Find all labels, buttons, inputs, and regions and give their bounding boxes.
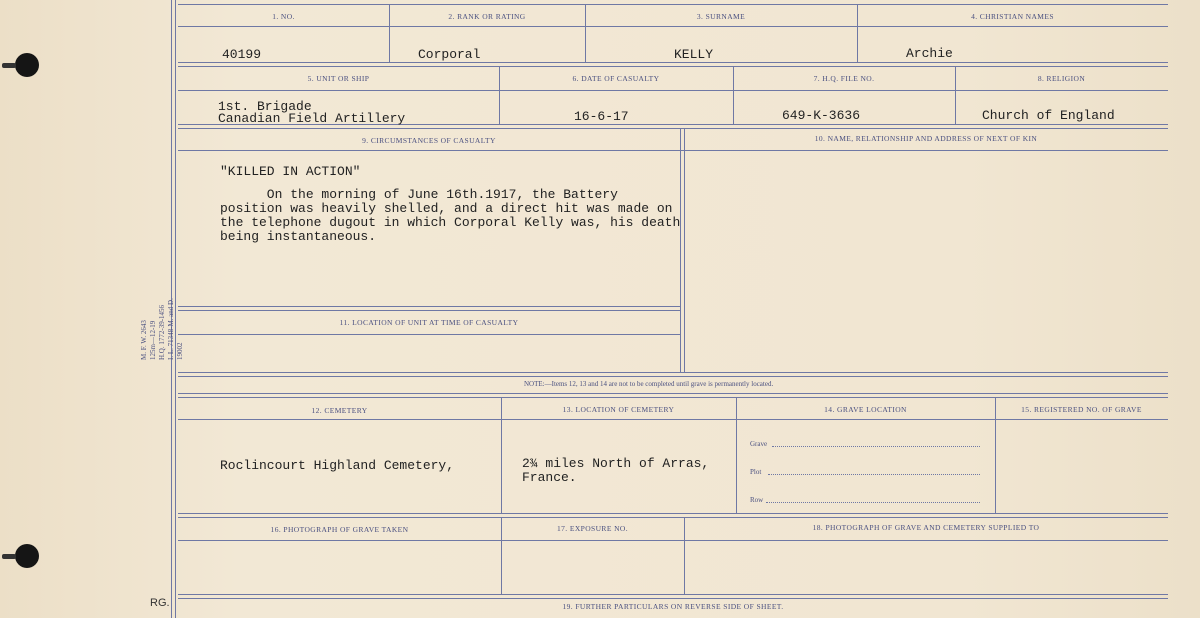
rule (178, 62, 1168, 67)
rule (178, 90, 1168, 91)
rule (684, 128, 685, 372)
punch-hole-bottom-tail (2, 554, 16, 559)
grave-label: Grave (750, 440, 768, 448)
value-religion: Church of England (982, 108, 1115, 123)
rule (178, 306, 680, 311)
punch-hole-bottom (15, 544, 39, 568)
rule (178, 150, 1168, 151)
label-rank: 2. RANK OR RATING (448, 12, 526, 21)
rule (178, 393, 1168, 398)
value-unit-line1: 1st. Brigade (218, 99, 312, 114)
value-unit-line2: Canadian Field Artillery (218, 111, 406, 126)
rule (178, 594, 1168, 599)
label-christian-names: 4. CHRISTIAN NAMES (971, 12, 1054, 21)
label-hq-file: 7. H.Q. FILE NO. (813, 74, 875, 83)
label-exposure: 17. EXPOSURE NO. (557, 524, 628, 533)
rule (178, 334, 680, 335)
value-rank: Corporal (418, 47, 481, 62)
label-photo-supplied: 18. PHOTOGRAPH OF GRAVE AND CEMETERY SUPPLIED TO (812, 523, 1040, 532)
label-date: 6. DATE OF CASUALTY (572, 74, 660, 83)
label-grave-location: 14. GRAVE LOCATION (824, 405, 907, 414)
rule (178, 372, 1168, 377)
side-stamp-line4: I. L. 71348-M. and D. 19002 (167, 298, 184, 360)
rule (995, 397, 996, 513)
label-religion: 8. RELIGION (1037, 74, 1086, 83)
circumstances-line5: being instantaneous. (220, 229, 377, 244)
value-surname: KELLY (674, 47, 714, 62)
punch-hole-top-tail (2, 63, 16, 68)
value-hq-file: 649-K-3636 (782, 108, 861, 123)
label-surname: 3. SURNAME (696, 12, 746, 21)
label-next-of-kin: 10. NAME, RELATIONSHIP AND ADDRESS OF NEXT OF KIN (814, 134, 1038, 143)
plot-label: Plot (750, 468, 762, 476)
value-location-cemetery-line1: 2¾ miles North of Arras, (522, 456, 710, 471)
value-christian-names: Archie (906, 46, 953, 61)
rule (178, 540, 1168, 541)
rule (178, 4, 1168, 5)
label-registered-no: 15. REGISTERED NO. OF GRAVE (1021, 405, 1142, 414)
circumstances-line3: position was heavily shelled, and a direct hit was made on (220, 201, 673, 216)
side-stamp-line1: M. F. W. 2643 (140, 320, 148, 360)
rule (501, 397, 502, 513)
footer-initials: RG. (150, 597, 170, 609)
rule (736, 397, 737, 513)
side-stamp-line3: H.Q. 1772-39-1456 (158, 304, 166, 360)
rule (178, 419, 1168, 420)
label-no: 1. NO. (272, 12, 295, 21)
value-location-cemetery-line2: France. (522, 470, 577, 485)
value-no: 40199 (222, 47, 262, 62)
value-date: 16-6-17 (574, 109, 629, 124)
label-location-of-cemetery: 13. LOCATION OF CEMETERY (562, 405, 675, 414)
label-circumstances: 9. CIRCUMSTANCES OF CASUALTY (362, 136, 496, 145)
punch-hole-top (15, 53, 39, 77)
circumstances-line1: "KILLED IN ACTION" (220, 164, 361, 179)
label-unit: 5. UNIT OR SHIP (307, 74, 370, 83)
grave-dotted-line (772, 446, 980, 447)
plot-dotted-line (768, 474, 980, 475)
side-stamp-line2: 125m—12-19 (149, 320, 157, 360)
label-location-of-unit: 11. LOCATION OF UNIT AT TIME OF CASUALTY (339, 318, 519, 327)
label-further: 19. FURTHER PARTICULARS ON REVERSE SIDE OF SHEET. (562, 602, 784, 611)
rule (178, 26, 1168, 27)
circumstances-line4: the telephone dugout in which Corporal Kelly was, his death (220, 215, 681, 230)
rule (178, 513, 1168, 518)
circumstances-line2: On the morning of June 16th.1917, the Battery (220, 187, 618, 202)
row-dotted-line (766, 502, 980, 503)
note-text: NOTE:—Items 12, 13 and 14 are not to be completed until grave is permanently located. (524, 380, 774, 388)
row-label: Row (750, 496, 764, 504)
rule (680, 128, 681, 372)
label-photo-taken: 16. PHOTOGRAPH OF GRAVE TAKEN (270, 525, 409, 534)
label-cemetery: 12. CEMETERY (311, 406, 368, 415)
value-cemetery: Roclincourt Highland Cemetery, (220, 458, 455, 473)
